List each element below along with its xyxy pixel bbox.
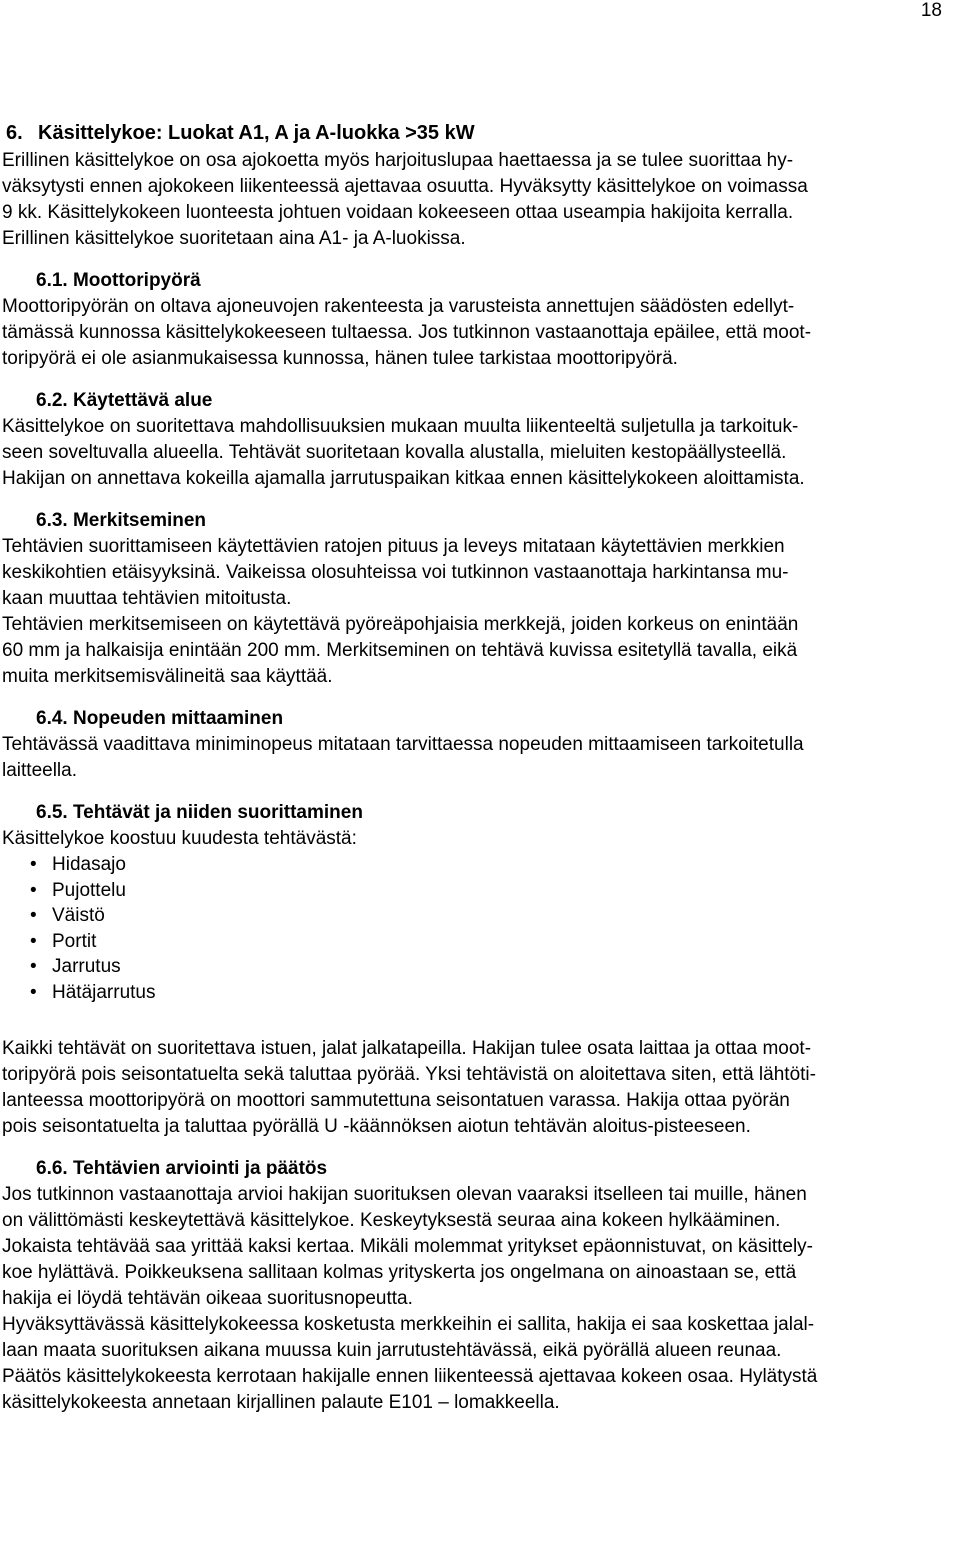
- task-list: [2, 852, 954, 1006]
- text-line: koe hylättävä. Poikkeuksena sallitaan kolmas yrityskerta jos ongelmana on ainoastaan se, että: [2, 1261, 797, 1283]
- list-item: • Väistö: [30, 903, 954, 929]
- page-number: 18: [920, 0, 942, 21]
- text-line: Päätös käsittelykokeesta kerrotaan hakijalle ennen liikenteessä ajettavaa kokeen osaa. Hylätystä: [2, 1365, 818, 1387]
- text-line: Kaikki tehtävät on suoritettava istuen, jalat jalkatapeilla. Hakijan tulee osata laittaa ja ottaa moot-: [2, 1037, 812, 1059]
- list-item: • Hidasajo: [30, 852, 954, 878]
- text-line: väksytysti ennen ajokokeen liikenteessä ajettavaa osuutta. Hyväksytty käsittelykoe on voimassa: [2, 176, 808, 197]
- text-line: laan maata suorituksen aikana muussa kuin jarrutustehtävässä, eikä pyörällä alueen reunaa.: [2, 1339, 782, 1361]
- text-line: tämässä kunnossa käsittelykokeeseen tultaessa. Jos tutkinnon vastaanottaja epäilee, että moot-: [2, 322, 812, 343]
- subsection-text-6-3-p2: [2, 612, 954, 690]
- text-line: kaan muuttaa tehtävien mitoitusta.: [2, 588, 292, 609]
- text-line: Tehtävien merkitsemiseen on käytettävä pyöreäpohjaisia merkkejä, joiden korkeus on enintään: [2, 614, 799, 635]
- text-line: on välittömästi keskeytettävä käsittelykoe. Keskeytyksestä seuraa aina kokeen hylkääminen.: [2, 1209, 781, 1231]
- list-item: • Pujottelu: [30, 878, 954, 904]
- text-line: Hyväksyttävässä käsittelykokeessa kosketusta merkkeihin ei sallita, hakija ei saa koskettaa jalal-: [2, 1313, 815, 1335]
- text-line: hakija ei löydä tehtävän oikeaa suoritusnopeutta.: [2, 1287, 413, 1309]
- text-line: Tehtävässä vaadittava miniminopeus mitataan tarvittaessa nopeuden mittaamiseen tarkoitetulla: [2, 734, 804, 755]
- text-line: 9 kk. Käsittelykokeen luonteesta johtuen voidaan kokeeseen ottaa useampia hakijoita kerralla.: [2, 202, 794, 223]
- subsection-text-6-6-p2: [2, 1312, 954, 1364]
- subsection-text-6-3-p1: [2, 534, 954, 612]
- document-body: [2, 118, 954, 1416]
- text-line: Erillinen käsittelykoe suoritetaan aina A1- ja A-luokissa.: [2, 228, 466, 249]
- subsection-intro-6-5: [2, 826, 954, 852]
- text-line: Jokaista tehtävää saa yrittää kaksi kertaa. Mikäli molemmat yritykset epäonnistuvat, on käsittely-: [2, 1235, 814, 1257]
- text-line: lanteessa moottoripyörä on moottori sammutettuna seisontatuen varassa. Hakija ottaa pyörän: [2, 1089, 790, 1111]
- text-line: seen soveltuvalla alueella. Tehtävät suoritetaan kovalla alustalla, mieluiten kestopäällysteellä.: [2, 442, 787, 463]
- subsection-text-6-6-p3: [2, 1364, 954, 1416]
- section-number: 6.: [6, 122, 23, 144]
- section-title: Käsittelykoe: Luokat A1, A ja A-luokka >35 kW: [38, 122, 475, 144]
- list-item: • Hätäjarrutus: [30, 980, 954, 1006]
- section-intro: [2, 148, 954, 252]
- list-item: • Jarrutus: [30, 954, 954, 980]
- text-line: Käsittelykoe on suoritettava mahdollisuuksien mukaan muulta liikenteeltä suljetulla ja tarkoituk-: [2, 416, 799, 437]
- subsection-heading-6-2: 6.2. Käytettävä alue: [36, 390, 213, 411]
- text-line: Erillinen käsittelykoe on osa ajokoetta myös harjoituslupaa haettaessa ja se tulee suorittaa hy-: [2, 150, 794, 171]
- text-line: Jos tutkinnon vastaanottaja arvioi hakijan suorituksen olevan vaaraksi itselleen tai muille, hänen: [2, 1183, 807, 1205]
- section-heading: [2, 118, 954, 148]
- subsection-heading-6-1: 6.1. Moottoripyörä: [36, 270, 201, 291]
- subsection-text-6-4: [2, 732, 954, 784]
- subsection-text-6-1: [2, 294, 954, 372]
- text-line: Hakijan on annettava kokeilla ajamalla jarrutuspaikan kitkaa ennen käsittelykokeen aloittamista.: [2, 468, 805, 489]
- text-line: pois seisontatuelta ja taluttaa pyörällä U -käännöksen aiotun tehtävän aloitus-pisteeseen.: [2, 1115, 751, 1137]
- subsection-heading-6-6: 6.6. Tehtävien arviointi ja päätös: [36, 1157, 328, 1179]
- list-item: • Portit: [30, 929, 954, 955]
- text-line: toripyörä pois seisontatuelta sekä taluttaa pyörää. Yksi tehtävistä on aloitettava siten, että lähtöti-: [2, 1063, 816, 1085]
- subsection-text-6-2: [2, 414, 954, 492]
- text-line: muita merkitsemisvälineitä saa käyttää.: [2, 666, 333, 687]
- text-line: laitteella.: [2, 760, 77, 781]
- text-line: keskikohtien etäisyyksinä. Vaikeissa olosuhteissa voi tutkinnon vastaanottaja harkintansa mu-: [2, 562, 789, 583]
- text-line: 60 mm ja halkaisija enintään 200 mm. Merkitseminen on tehtävä kuvissa esitetyllä tavalla, eikä: [2, 640, 798, 661]
- text-line: Tehtävien suorittamiseen käytettävien ratojen pituus ja leveys mitataan käytettävien merkkien: [2, 536, 785, 557]
- text-line: Moottoripyörän on oltava ajoneuvojen rakenteesta ja varusteista annettujen säädösten edellyt-: [2, 296, 795, 317]
- text-line: Käsittelykoe koostuu kuudesta tehtävästä:: [2, 828, 357, 849]
- text-line: käsittelykokeesta annetaan kirjallinen palaute E101 – lomakkeella.: [2, 1391, 560, 1413]
- subsection-heading-6-4: 6.4. Nopeuden mittaaminen: [36, 708, 284, 729]
- subsection-heading-6-3: 6.3. Merkitseminen: [36, 510, 207, 531]
- subsection-text-6-6-p1: [2, 1182, 954, 1312]
- subsection-text-6-5: [2, 1036, 954, 1140]
- subsection-heading-6-5: 6.5. Tehtävät ja niiden suorittaminen: [36, 802, 363, 823]
- text-line: toripyörä ei ole asianmukaisessa kunnossa, hänen tulee tarkistaa moottoripyörä.: [2, 348, 678, 369]
